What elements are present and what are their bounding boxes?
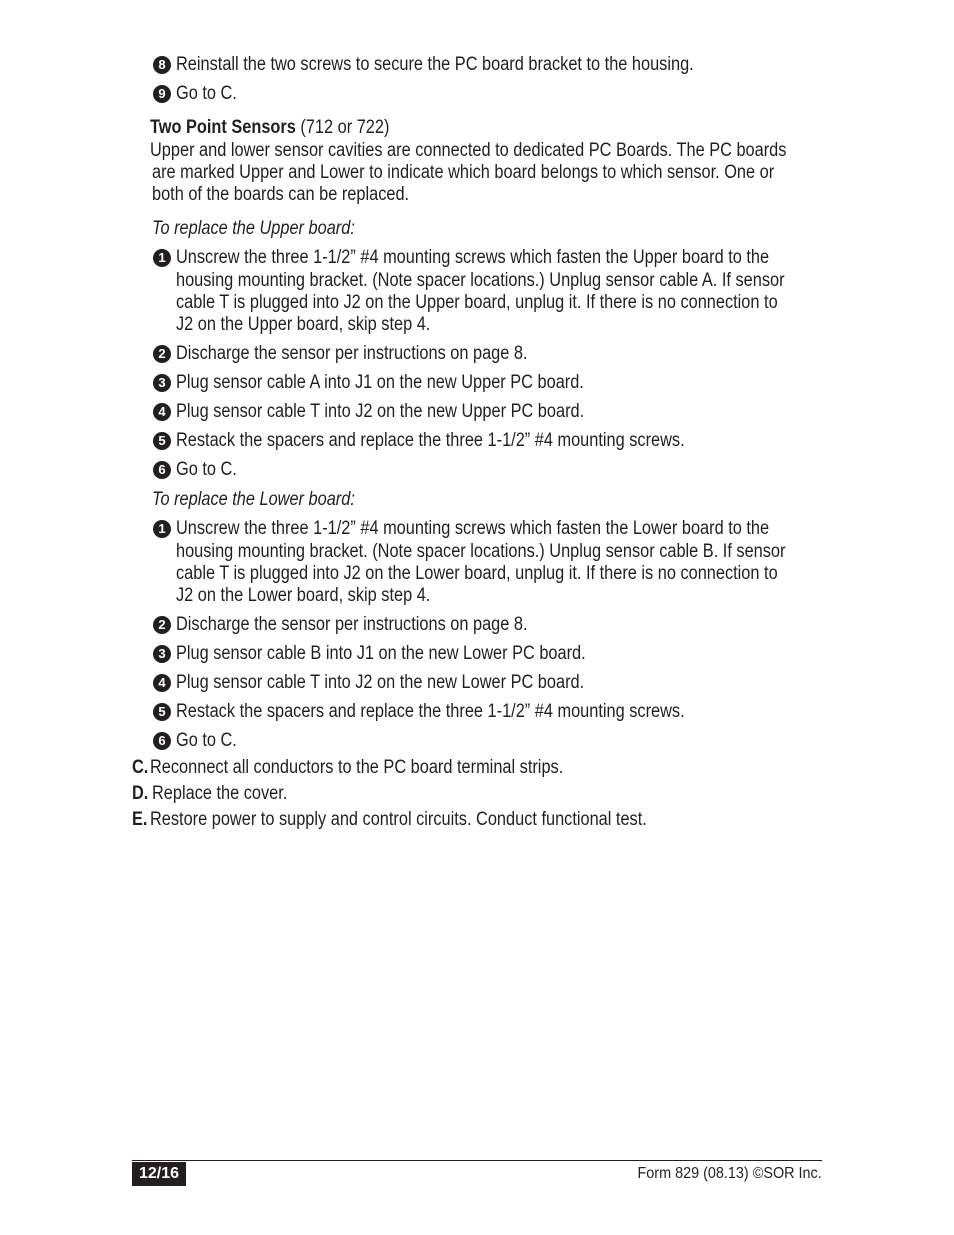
step-text: Reinstall the two screws to secure the PC board bracket to the housing.	[176, 54, 694, 75]
upper-step-line: cable T is plugged into J2 on the Upper board, unplug it. If there is no connection to	[176, 292, 778, 313]
section-heading-model: (712 or 722)	[295, 117, 390, 138]
lettered-step-d-label: D.	[132, 783, 149, 804]
upper-step-number-3: 3	[153, 374, 171, 392]
lower-step-line: Plug sensor cable T into J2 on the new Lower PC board.	[176, 672, 585, 693]
lower-step-line: Discharge the sensor per instructions on page 8.	[176, 614, 528, 635]
lower-step-number-3: 3	[153, 645, 171, 663]
section-intro-line: both of the boards can be replaced.	[152, 184, 410, 205]
lower-step-line: Plug sensor cable B into J1 on the new Lower PC board.	[176, 643, 586, 664]
lettered-step-e-label: E.	[132, 809, 148, 830]
lower-step-number-4: 4	[153, 674, 171, 692]
section-intro-line: are marked Upper and Lower to indicate which board belongs to which sensor. One or	[152, 162, 775, 183]
upper-step-line: Plug sensor cable T into J2 on the new Upper PC board.	[176, 401, 585, 422]
lettered-step-e-text: Restore power to supply and control circuits. Conduct functional test.	[150, 809, 647, 830]
upper-step-line: Restack the spacers and replace the three 1-1/2” #4 mounting screws.	[176, 430, 685, 451]
lower-step-line: housing mounting bracket. (Note spacer locations.) Unplug sensor cable B. If sensor	[176, 541, 786, 562]
step-text: Go to C.	[176, 83, 237, 104]
step-number-8: 8	[153, 56, 171, 74]
lower-step-number-5: 5	[153, 703, 171, 721]
lower-step-number-1: 1	[153, 520, 171, 538]
section-intro-line: Upper and lower sensor cavities are connected to dedicated PC Boards. The PC boards	[150, 140, 787, 161]
lower-step-line: Restack the spacers and replace the three 1-1/2” #4 mounting screws.	[176, 701, 685, 722]
form-number: Form 829 (08.13) ©SOR Inc.	[637, 1165, 822, 1182]
footer-rule	[132, 1160, 822, 1161]
lower-step-line: Unscrew the three 1-1/2” #4 mounting screws which fasten the Lower board to the	[176, 518, 770, 539]
lower-step-line: cable T is plugged into J2 on the Lower board, unplug it. If there is no connection to	[176, 563, 778, 584]
lower-step-number-2: 2	[153, 616, 171, 634]
upper-step-number-4: 4	[153, 403, 171, 421]
upper-step-line: Go to C.	[176, 459, 237, 480]
lower-step-line: Go to C.	[176, 730, 237, 751]
upper-step-line: J2 on the Upper board, skip step 4.	[176, 314, 431, 335]
lettered-step-c-text: Reconnect all conductors to the PC board terminal strips.	[150, 757, 564, 778]
lettered-step-d-text: Replace the cover.	[152, 783, 288, 804]
section-heading-bold: Two Point Sensors	[150, 117, 296, 138]
lower-board-title: To replace the Lower board:	[152, 489, 355, 510]
lettered-step-c-label: C.	[132, 757, 149, 778]
upper-step-line: Plug sensor cable A into J1 on the new Upper PC board.	[176, 372, 584, 393]
page-number: 12/16	[132, 1162, 186, 1186]
upper-step-number-1: 1	[153, 249, 171, 267]
section-heading	[150, 117, 389, 139]
step-number-9: 9	[153, 85, 171, 103]
upper-step-line: Unscrew the three 1-1/2” #4 mounting screws which fasten the Upper board to the	[176, 247, 770, 268]
upper-step-line: housing mounting bracket. (Note spacer locations.) Unplug sensor cable A. If sensor	[176, 270, 785, 291]
lower-step-line: J2 on the Lower board, skip step 4.	[176, 585, 431, 606]
upper-step-number-5: 5	[153, 432, 171, 450]
upper-step-line: Discharge the sensor per instructions on page 8.	[176, 343, 528, 364]
upper-board-title: To replace the Upper board:	[152, 218, 355, 239]
upper-step-number-6: 6	[153, 461, 171, 479]
upper-step-number-2: 2	[153, 345, 171, 363]
lower-step-number-6: 6	[153, 732, 171, 750]
